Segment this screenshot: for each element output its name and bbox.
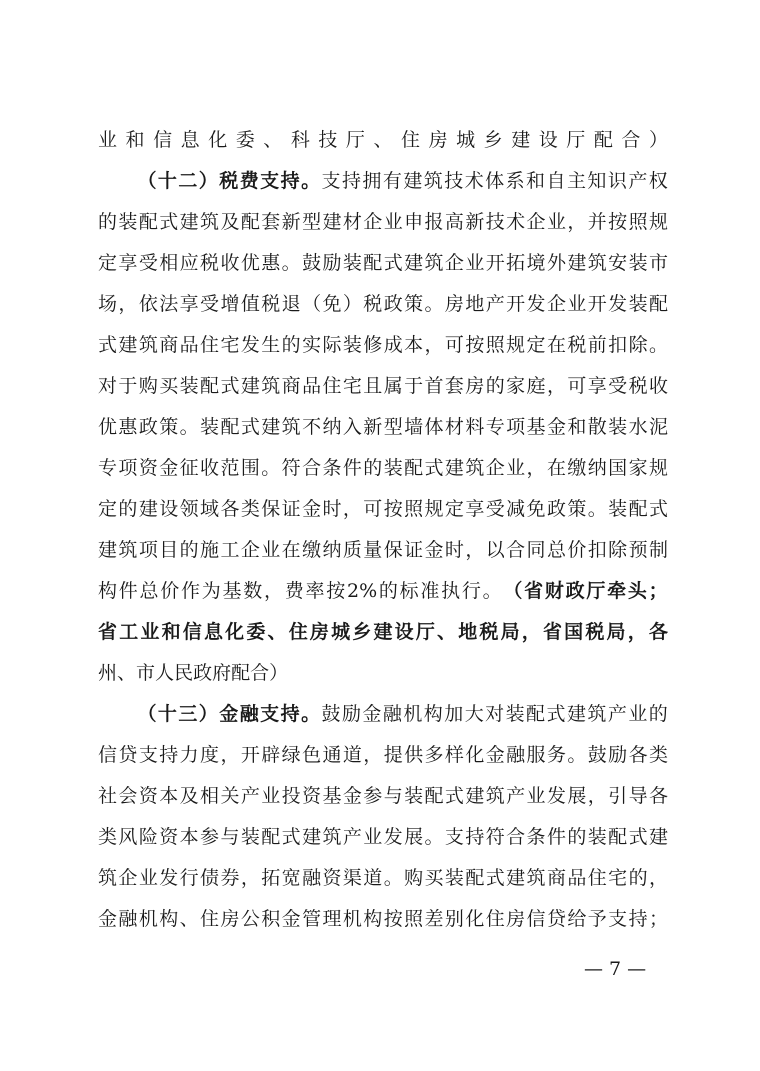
text-line: 省 工 业 和 信 息 化 委 、 住 房 城 乡 建 设 厅 、 地 税 局 ， 省 国 税 局 ， 各 [98, 621, 668, 643]
page-number: — 7 — [584, 958, 647, 980]
text-line: 业 和 信 息 化 委 、 科 技 厅 、 住 房 城 乡 建 设 厅 配 合 ） [98, 129, 668, 151]
body-text [98, 120, 668, 940]
text-line: 定 的 建 设 领 域 各 类 保 证 金 时 ， 可 按 照 规 定 享 受 减 免 政 策 。 装 配 式 [98, 498, 668, 520]
text-line: 社 会 资 本 及 相 关 产 业 投 资 基 金 参 与 装 配 式 建 筑 产 业 发 展 ， 引 导 各 [98, 785, 668, 807]
text-line: （ 十 二 ） 税 费 支 持 。 支 持 拥 有 建 筑 技 术 体 系 和 自 主 知 识 产 权 [137, 170, 668, 192]
text-line: 类 风 险 资 本 参 与 装 配 式 建 筑 产 业 发 展 。 支 持 符 合 条 件 的 装 配 式 建 [98, 826, 668, 848]
text-line: 构 件 总 价 作 为 基 数 ， 费 率 按 2% 的 标 准 执 行 。 （ 省 财 政 厅 牵 头 ； [98, 580, 668, 602]
text-line: 建 筑 项 目 的 施 工 企 业 在 缴 纳 质 量 保 证 金 时 ， 以 合 同 总 价 扣 除 预 制 [98, 539, 668, 561]
text-line: 场 ， 依 法 享 受 增 值 税 退 （ 免 ） 税 政 策 。 房 地 产 开 发 企 业 开 发 装 配 [98, 293, 668, 315]
text-line: 的 装 配 式 建 筑 及 配 套 新 型 建 材 企 业 申 报 高 新 技 术 企 业 ， 并 按 照 规 [98, 211, 668, 233]
text-line: 筑 企 业 发 行 债 券 ， 拓 宽 融 资 渠 道 。 购 买 装 配 式 建 筑 商 品 住 宅 的 ， [98, 867, 668, 889]
text-line: 信 贷 支 持 力 度 ， 开 辟 绿 色 通 道 ， 提 供 多 样 化 金 融 服 务 。 鼓 励 各 类 [98, 744, 668, 766]
text-line: （ 十 三 ） 金 融 支 持 。 鼓 励 金 融 机 构 加 大 对 装 配 式 建 筑 产 业 的 [137, 703, 668, 725]
text-line: 对 于 购 买 装 配 式 建 筑 商 品 住 宅 且 属 于 首 套 房 的 家 庭 ， 可 享 受 税 收 [98, 375, 668, 397]
text-line: 定 享 受 相 应 税 收 优 惠 。 鼓 励 装 配 式 建 筑 企 业 开 拓 境 外 建 筑 安 装 市 [98, 252, 668, 274]
text-line: 专 项 资 金 征 收 范 围 。 符 合 条 件 的 装 配 式 建 筑 企 业 ， 在 缴 纳 国 家 规 [98, 457, 668, 479]
text-line: 优 惠 政 策 。 装 配 式 建 筑 不 纳 入 新 型 墙 体 材 料 专 项 基 金 和 散 装 水 泥 [98, 416, 668, 438]
text-line: 式 建 筑 商 品 住 宅 发 生 的 实 际 装 修 成 本 ， 可 按 照 规 定 在 税 前 扣 除 。 [98, 334, 668, 356]
text-line: 州 、 市 人 民 政 府 配 合 ） [98, 662, 289, 684]
text-line: 金 融 机 构 、 住 房 公 积 金 管 理 机 构 按 照 差 别 化 住 房 信 贷 给 予 支 持 ； [98, 908, 668, 930]
